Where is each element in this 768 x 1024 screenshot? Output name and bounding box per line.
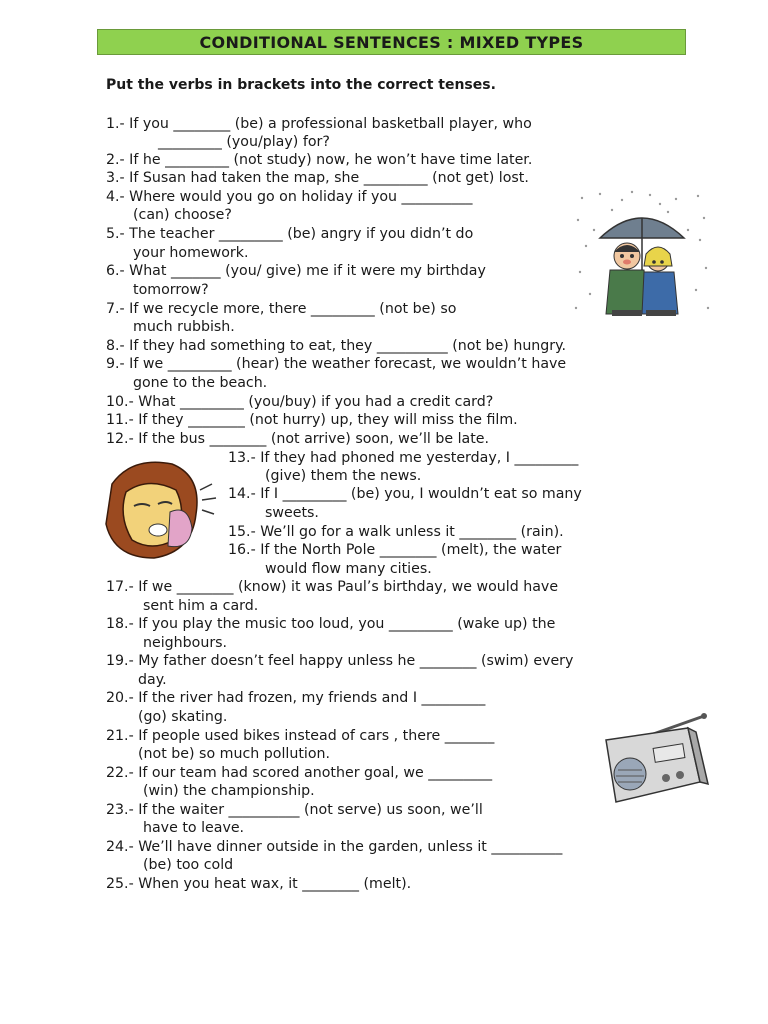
sentence-line: 13.- If they had phoned me yesterday, I _________ [228, 450, 579, 466]
title-bar [97, 29, 686, 55]
sentence-line: sweets. [265, 505, 319, 521]
sentence-line: tomorrow? [133, 282, 209, 298]
sentence-line: 3.- If Susan had taken the map, she _________ (not get) lost. [106, 170, 529, 186]
sentence-line: 6.- What _______ (you/ give) me if it were my birthday [106, 263, 486, 279]
sentence-line: 18.- If you play the music too loud, you _________ (wake up) the [106, 616, 556, 632]
sentence-line: 10.- What _________ (you/buy) if you had a credit card? [106, 394, 494, 410]
sentence-line: 8.- If they had something to eat, they __________ (not be) hungry. [106, 338, 567, 354]
sentence-line: 17.- If we ________ (know) it was Paul’s birthday, we would have [106, 579, 559, 595]
sentence-line: 25.- When you heat wax, it ________ (melt). [106, 876, 412, 892]
sentence-line: (go) skating. [138, 709, 228, 725]
sentence-line: 5.- The teacher _________ (be) angry if you didn’t do [106, 226, 474, 242]
sentence-line: (not be) so much pollution. [138, 746, 331, 762]
sentence-line: 19.- My father doesn’t feel happy unless he ________ (swim) every [106, 653, 574, 669]
sentence-line: (be) too cold [143, 857, 234, 873]
sentence-line: 16.- If the North Pole ________ (melt), the water [228, 542, 562, 558]
sentence-line: 20.- If the river had frozen, my friends and I _________ [106, 690, 486, 706]
sentence-line: 14.- If I _________ (be) you, I wouldn’t eat so many [228, 486, 582, 502]
sentence-line: (can) choose? [133, 207, 232, 223]
sentence-line: 7.- If we recycle more, there _________ (not be) so [106, 301, 457, 317]
page-title: CONDITIONAL SENTENCES : MIXED TYPES [199, 32, 584, 52]
sentence-line: 9.- If we _________ (hear) the weather forecast, we wouldn’t have [106, 356, 567, 372]
sentence-line: neighbours. [143, 635, 228, 651]
sentence-line: 12.- If the bus ________ (not arrive) soon, we’ll be late. [106, 431, 490, 447]
tired-face-icon [92, 454, 220, 566]
sentence-line: 1.- If you ________ (be) a professional basketball player, who [106, 116, 532, 132]
sentence-line: (win) the championship. [143, 783, 315, 799]
sentence-line: 2.- If he _________ (not study) now, he won’t have time later. [106, 152, 533, 168]
sentence-line: 21.- If people used bikes instead of cars , there _______ [106, 728, 495, 744]
instruction: Put the verbs in brackets into the correct tenses. [106, 77, 496, 93]
sentence-line: 15.- We’ll go for a walk unless it ________ (rain). [228, 524, 564, 540]
sentence-line: _________ (you/play) for? [158, 134, 330, 150]
sentence-line: sent him a card. [143, 598, 259, 614]
sentence-line: your homework. [133, 245, 249, 261]
sentence-line: 22.- If our team had scored another goal, we _________ [106, 765, 493, 781]
sentence-line: 4.- Where would you go on holiday if you __________ [106, 189, 473, 205]
sentence-line: 23.- If the waiter __________ (not serve) us soon, we’ll [106, 802, 483, 818]
sentence-line: 24.- We’ll have dinner outside in the garden, unless it __________ [106, 839, 563, 855]
sentence-line: day. [138, 672, 167, 688]
sentence-line: 11.- If they ________ (not hurry) up, they will miss the film. [106, 412, 518, 428]
radio-icon [592, 712, 714, 812]
sentence-line: gone to the beach. [133, 375, 268, 391]
sentence-line: much rubbish. [133, 319, 235, 335]
sentence-line: (give) them the news. [265, 468, 422, 484]
sentence-line: have to leave. [143, 820, 245, 836]
couple-umbrella-icon [572, 190, 712, 320]
sentence-line: would flow many cities. [265, 561, 432, 577]
